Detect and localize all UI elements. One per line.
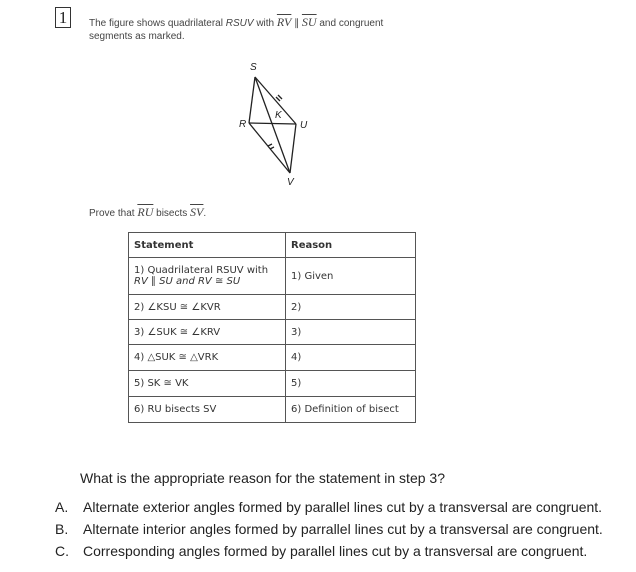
segment-rv: $\overline{RV}$ xyxy=(276,15,292,29)
question-text: What is the appropriate reason for the statement in step 3? xyxy=(80,470,445,486)
problem-number: 1 xyxy=(55,7,71,28)
reason-2: 2) xyxy=(286,295,416,320)
header-statement: Statement xyxy=(129,233,286,258)
reason-5: 5) xyxy=(286,371,416,397)
prove-text: . xyxy=(203,208,207,219)
statement-1-line1: 1) Quadrilateral RSUV with xyxy=(134,265,269,276)
proof-table xyxy=(128,232,416,423)
quad-name: RSUV xyxy=(225,18,254,29)
label-v: V xyxy=(287,177,294,188)
option-letter: B. xyxy=(55,521,69,537)
label-u: U xyxy=(300,120,308,131)
option-text: Alternate exterior angles formed by parallel lines cut by a transversal are congruent. xyxy=(83,499,603,515)
problem-intro-line2: segments as marked. xyxy=(89,31,185,42)
label-s: S xyxy=(250,62,257,73)
quadrilateral-figure xyxy=(230,55,320,195)
statement-1 xyxy=(129,258,286,295)
statement-6: 6) RU bisects SV xyxy=(129,397,286,423)
segment-ru: $\overline{RU}$ xyxy=(137,205,154,219)
statement-3: 3) ∠SUK ≅ ∠KRV xyxy=(129,320,286,345)
statement-4: 4) △SUK ≅ △VRK xyxy=(129,345,286,371)
statement-1-line2: RV ∥ SU and RV ≅ SU xyxy=(134,276,241,287)
prove-text: Prove that xyxy=(89,208,138,219)
intro-text: The figure shows quadrilateral xyxy=(89,18,226,29)
reason-6: 6) Definition of bisect xyxy=(286,397,416,423)
option-text: Alternate interior angles formed by parrallel lines cut by a transversal are congruent. xyxy=(83,521,603,537)
segment-su: $\overline{SU}$ xyxy=(301,15,317,29)
intro-text: with xyxy=(253,18,277,29)
statement-2: 2) ∠KSU ≅ ∠KVR xyxy=(129,295,286,320)
option-b[interactable] xyxy=(55,521,603,537)
label-r: R xyxy=(239,119,247,130)
reason-1: 1) Given xyxy=(286,258,416,295)
reason-3: 3) xyxy=(286,320,416,345)
option-letter: A. xyxy=(55,499,69,515)
prove-statement xyxy=(89,205,206,220)
statement-5: 5) SK ≅ VK xyxy=(129,371,286,397)
problem-intro xyxy=(89,15,383,30)
intro-text: and congruent xyxy=(316,18,384,29)
segment-sv: $\overline{SV}$ xyxy=(190,205,204,219)
prove-text: bisects xyxy=(153,208,191,219)
reason-4: 4) xyxy=(286,345,416,371)
parallel-symbol: ∥ xyxy=(291,18,302,29)
option-text: Corresponding angles formed by parallel lines cut by a transversal are congruent. xyxy=(83,543,588,559)
option-letter: C. xyxy=(55,543,69,559)
header-reason: Reason xyxy=(286,233,416,258)
option-c[interactable] xyxy=(55,543,587,559)
label-k: K xyxy=(275,110,282,121)
option-a[interactable] xyxy=(55,499,602,515)
